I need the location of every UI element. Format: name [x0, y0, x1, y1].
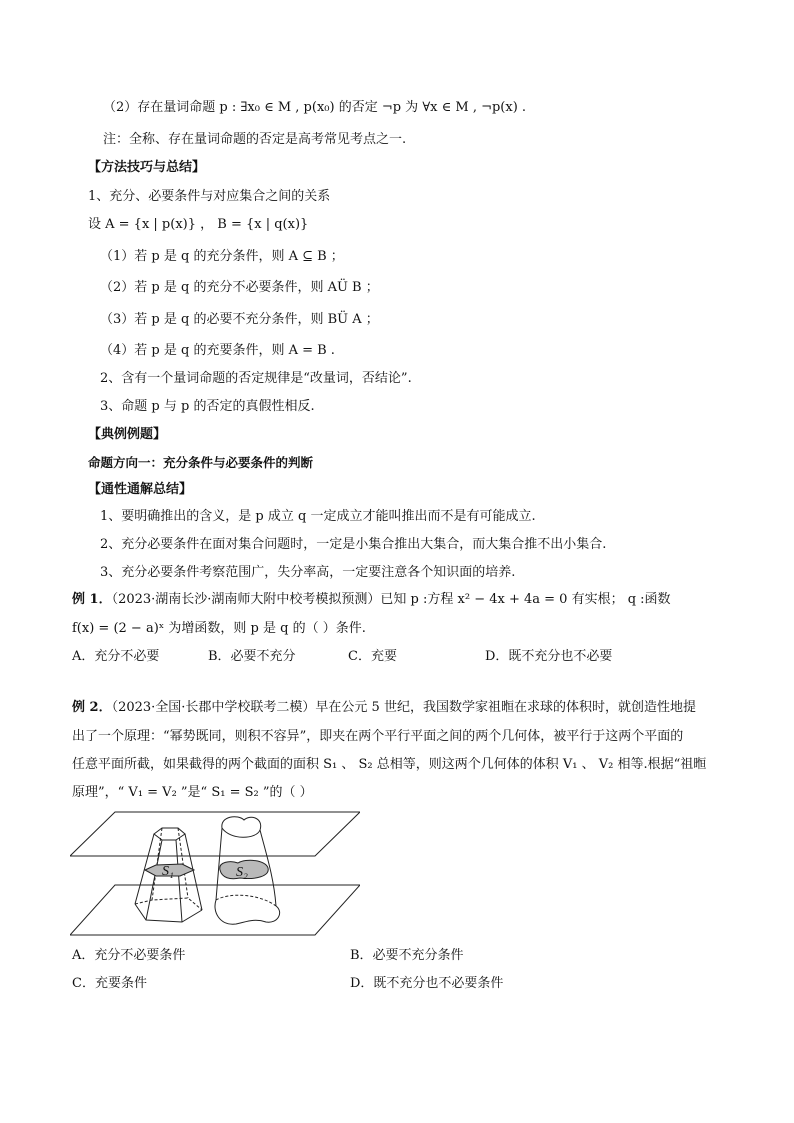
- section-heading-method: 【方法技巧与总结】: [88, 160, 206, 175]
- zugeng-principle-figure: [70, 808, 360, 938]
- section-heading-direction: 命题方向一：充分条件与必要条件的判断: [88, 455, 314, 470]
- text-negation-rule: 2、含有一个量词命题的否定规律是“改量词，否结论”.: [100, 371, 412, 386]
- text-summary-2: 2、充分必要条件在面对集合问题时，一定是小集合推出大集合，而大集合推不出小集合.: [100, 537, 607, 552]
- example-1-stem-1: （2023·湖南长沙·湖南师大附中校考模拟预测）已知 p :方程 x² − 4x + 4a = 0 有实根； q :函数: [111, 592, 671, 607]
- example-1-option-a[interactable]: A．充分不必要: [72, 649, 160, 664]
- text-summary-1: 1、要明确推出的含义，是 p 成立 q 一定成立才能叫推出而不是有可能成立.: [100, 509, 536, 524]
- example-2-option-d[interactable]: D．既不充分也不必要条件: [350, 976, 504, 991]
- example-1-stem-2: f(x) = (2 − a)ˣ 为增函数，则 p 是 q 的（ ）条件.: [72, 621, 366, 636]
- example-1-label: 例 1．: [72, 592, 112, 607]
- example-2-option-c[interactable]: C．充要条件: [72, 976, 147, 991]
- text-note: 注：全称、存在量词命题的否定是高考常见考点之一.: [103, 132, 407, 147]
- example-1-option-d[interactable]: D．既不充分也不必要: [485, 649, 613, 664]
- text-rule-3: （3）若 p 是 q 的必要不充分条件，则 BÜ A ；: [100, 312, 379, 327]
- text-relation-title: 1、充分、必要条件与对应集合之间的关系: [88, 189, 331, 204]
- label-s2: S₂: [236, 865, 248, 880]
- text-summary-3: 3、充分必要条件考察范围广，失分率高，一定要注意各个知识面的培养.: [100, 565, 516, 580]
- example-2-option-a[interactable]: A．充分不必要条件: [72, 948, 186, 963]
- example-1-option-c[interactable]: C．充要: [348, 649, 397, 664]
- example-2-stem-1: （2023·全国·长郡中学校联考二模）早在公元 5 世纪，我国数学家祖暅在求球的体积时，就创造性地提: [111, 700, 696, 715]
- label-s1: S₁: [162, 864, 174, 879]
- text-rule-2: （2）若 p 是 q 的充分不必要条件，则 AÜ B ；: [100, 280, 379, 295]
- text-negation-existential: （2）存在量词命题 p : ∃x₀ ∈ M , p(x₀) 的否定 ¬p 为 ∀x ∈ M , ¬p(x) .: [103, 100, 527, 115]
- section-heading-examples: 【典例例题】: [88, 427, 167, 442]
- text-rule-4: （4）若 p 是 q 的充要条件，则 A = B .: [100, 343, 335, 358]
- example-2-option-b[interactable]: B．必要不充分条件: [350, 948, 464, 963]
- top-plane: [70, 812, 360, 856]
- example-2-label: 例 2．: [72, 700, 112, 715]
- example-1: [72, 591, 671, 609]
- text-truth-rule: 3、命题 p 与 p 的否定的真假性相反.: [100, 399, 315, 414]
- example-1-option-b[interactable]: B．必要不充分: [208, 649, 296, 664]
- example-2-stem-3: 任意平面所截，如果截得的两个截面的面积 S₁ 、 S₂ 总相等，则这两个几何体的体积 V₁ 、 V₂ 相等.根据“祖暅: [72, 757, 707, 772]
- example-2: [72, 699, 696, 717]
- text-rule-1: （1）若 p 是 q 的充分条件，则 A ⊆ B ；: [100, 249, 344, 264]
- example-2-stem-2: 出了一个原理：“幂势既同，则积不容异”，即夹在两个平行平面之间的两个几何体，被平行于这两个平面的: [72, 729, 684, 744]
- section-heading-summary: 【通性通解总结】: [88, 482, 193, 497]
- example-2-stem-4: 原理”，“ V₁ = V₂ ”是“ S₁ = S₂ ”的（ ）: [72, 785, 313, 800]
- text-set-definition: 设 A = {x | p(x)} ， B = {x | q(x)}: [88, 217, 309, 232]
